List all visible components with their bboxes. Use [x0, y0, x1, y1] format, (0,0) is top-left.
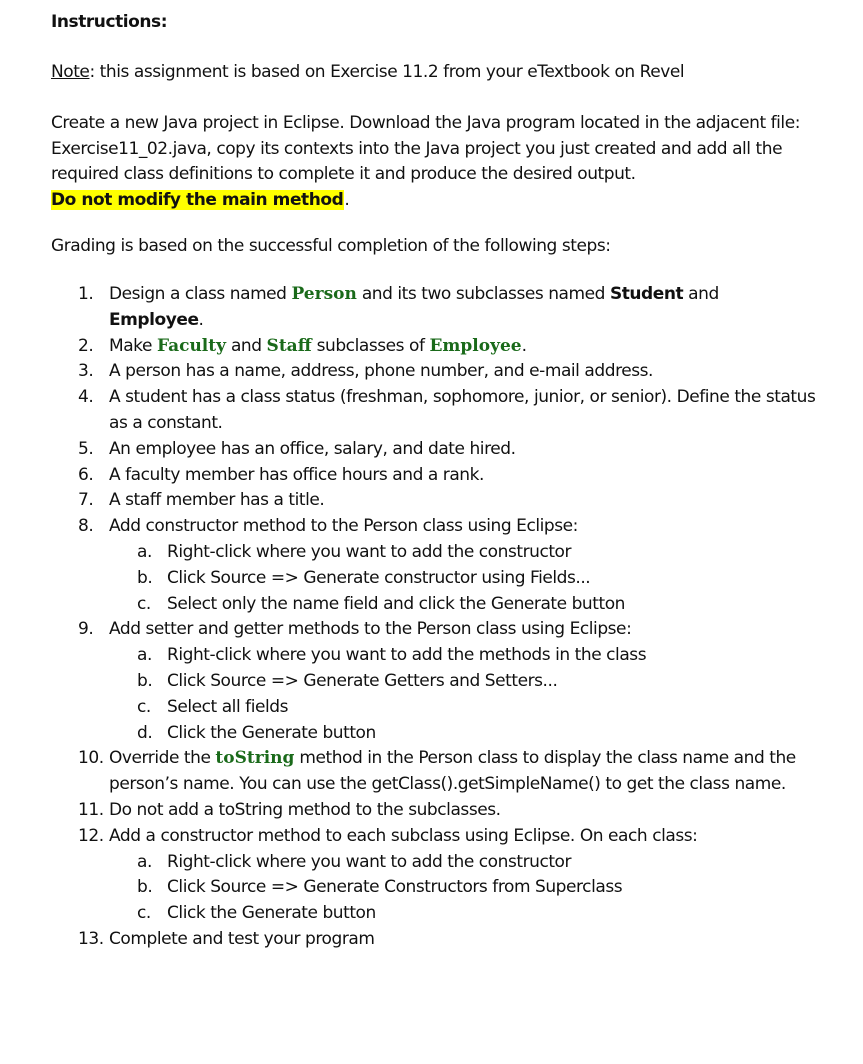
- step-text: Complete and test your program: [109, 928, 375, 949]
- sub-step-letter: c.: [137, 903, 151, 924]
- step-text: Override the: [109, 748, 216, 769]
- step-text: Add a constructor method to each subclass using Eclipse. On each class:: [109, 825, 698, 846]
- note-line: [51, 62, 684, 82]
- note-label: Note: [51, 62, 90, 82]
- sub-step-letter: a.: [137, 645, 152, 666]
- sub-steps-list: [109, 850, 820, 927]
- step-number: 10.: [78, 748, 104, 769]
- keyword-faculty: Faculty: [156, 335, 226, 356]
- step-4: [0, 385, 820, 437]
- grading-line: Grading is based on the successful completion of the following steps:: [51, 236, 611, 256]
- step-2: [0, 334, 820, 360]
- sub-step: [0, 850, 820, 876]
- sub-step: [0, 643, 820, 669]
- sub-step: [0, 721, 820, 747]
- step-number: 4.: [78, 387, 94, 408]
- keyword-tostring: toString: [215, 748, 295, 769]
- step-number: 13.: [78, 928, 104, 949]
- step-text: A person has a name, address, phone number, and e-mail address.: [109, 361, 654, 382]
- sub-step-letter: b.: [137, 567, 153, 588]
- intro-paragraph: [51, 111, 841, 213]
- step-8: [0, 514, 820, 617]
- step-number: 5.: [78, 438, 94, 459]
- step-7: [0, 488, 820, 514]
- sub-step: [0, 566, 820, 592]
- sub-step-letter: a.: [137, 851, 152, 872]
- keyword-person: Person: [291, 284, 357, 304]
- step-text: A staff member has a title.: [109, 490, 325, 511]
- sub-step-letter: c.: [137, 696, 151, 717]
- sub-step-letter: a.: [137, 541, 152, 562]
- step-1: [0, 282, 820, 334]
- step-3: [0, 359, 820, 385]
- sub-step-text: Right-click where you want to add the methods in the class: [167, 645, 647, 666]
- bold-student: Student: [609, 284, 684, 304]
- keyword-staff: Staff: [266, 335, 312, 356]
- sub-step-letter: b.: [137, 670, 153, 691]
- step-text: and: [683, 284, 719, 304]
- sub-step-letter: d.: [137, 722, 153, 743]
- step-number: 7.: [78, 490, 94, 511]
- note-text: : this assignment is based on Exercise 11.2 from your eTextbook on Revel: [89, 62, 685, 82]
- step-text: Add setter and getter methods to the Person class using Eclipse:: [109, 619, 632, 640]
- step-number: 6.: [78, 464, 94, 485]
- sub-step-text: Select all fields: [167, 696, 289, 717]
- step-text: and its two subclasses named: [356, 284, 610, 304]
- step-text: Add constructor method to the Person class using Eclipse:: [109, 516, 578, 537]
- step-text: Do not add a toString method to the subclasses.: [109, 799, 501, 820]
- sub-step-letter: b.: [137, 877, 153, 898]
- step-number: 1.: [78, 284, 94, 304]
- bold-employee: Employee: [109, 309, 199, 330]
- sub-step-text: Click the Generate button: [167, 903, 376, 924]
- step-text: An employee has an office, salary, and date hired.: [109, 438, 516, 459]
- sub-step: [0, 669, 820, 695]
- sub-step: [0, 875, 820, 901]
- step-number: 3.: [78, 361, 94, 382]
- step-text: method in the Person class to display the class name and the person’s name. You can use the getClass().getSimpleName() to get the class name.: [109, 748, 796, 795]
- sub-step-text: Click Source => Generate constructor using Fields...: [167, 567, 591, 588]
- sub-step-text: Click Source => Generate Getters and Setters...: [167, 670, 558, 691]
- sub-step: [0, 695, 820, 721]
- step-13: [0, 927, 820, 953]
- step-text: .: [521, 335, 527, 356]
- step-number: 8.: [78, 516, 94, 537]
- intro-period: .: [344, 189, 350, 210]
- step-text: subclasses of: [311, 335, 430, 356]
- sub-step: [0, 592, 820, 618]
- sub-step-text: Right-click where you want to add the constructor: [167, 541, 572, 562]
- step-12: [0, 824, 820, 927]
- step-9: [0, 617, 820, 746]
- step-text: A student has a class status (freshman, sophomore, junior, or senior). Define the status as a constant.: [109, 387, 816, 433]
- sub-step: [0, 540, 820, 566]
- step-number: 2.: [78, 335, 94, 356]
- step-number: 9.: [78, 619, 94, 640]
- sub-step-text: Select only the name field and click the Generate button: [167, 593, 625, 614]
- step-text: Make: [109, 335, 157, 356]
- intro-text: Create a new Java project in Eclipse. Download the Java program located in the adjacent file: Exercise11_02.java, copy its contexts into the Java project you just created and add all the required class definitions to complete it and produce the desired output.: [51, 113, 800, 184]
- step-text: Design a class named: [109, 284, 292, 304]
- sub-step-letter: c.: [137, 593, 151, 614]
- step-11: [0, 798, 820, 824]
- keyword-employee: Employee: [429, 335, 522, 356]
- steps-list: [0, 282, 820, 953]
- sub-steps-list: [109, 643, 820, 746]
- step-number: 12.: [78, 825, 104, 846]
- sub-steps-list: [109, 540, 820, 617]
- instructions-heading: Instructions:: [51, 12, 168, 32]
- sub-step-text: Click the Generate button: [167, 722, 376, 743]
- sub-step-text: Click Source => Generate Constructors from Superclass: [167, 877, 623, 898]
- step-text: and: [226, 335, 267, 356]
- step-text: A faculty member has office hours and a rank.: [109, 464, 484, 485]
- step-text: .: [198, 309, 204, 330]
- sub-step: [0, 901, 820, 927]
- step-6: [0, 463, 820, 489]
- step-10: [0, 746, 820, 798]
- sub-step-text: Right-click where you want to add the constructor: [167, 851, 572, 872]
- step-number: 11.: [78, 799, 104, 820]
- step-5: [0, 437, 820, 463]
- do-not-modify-highlight: Do not modify the main method: [51, 189, 344, 210]
